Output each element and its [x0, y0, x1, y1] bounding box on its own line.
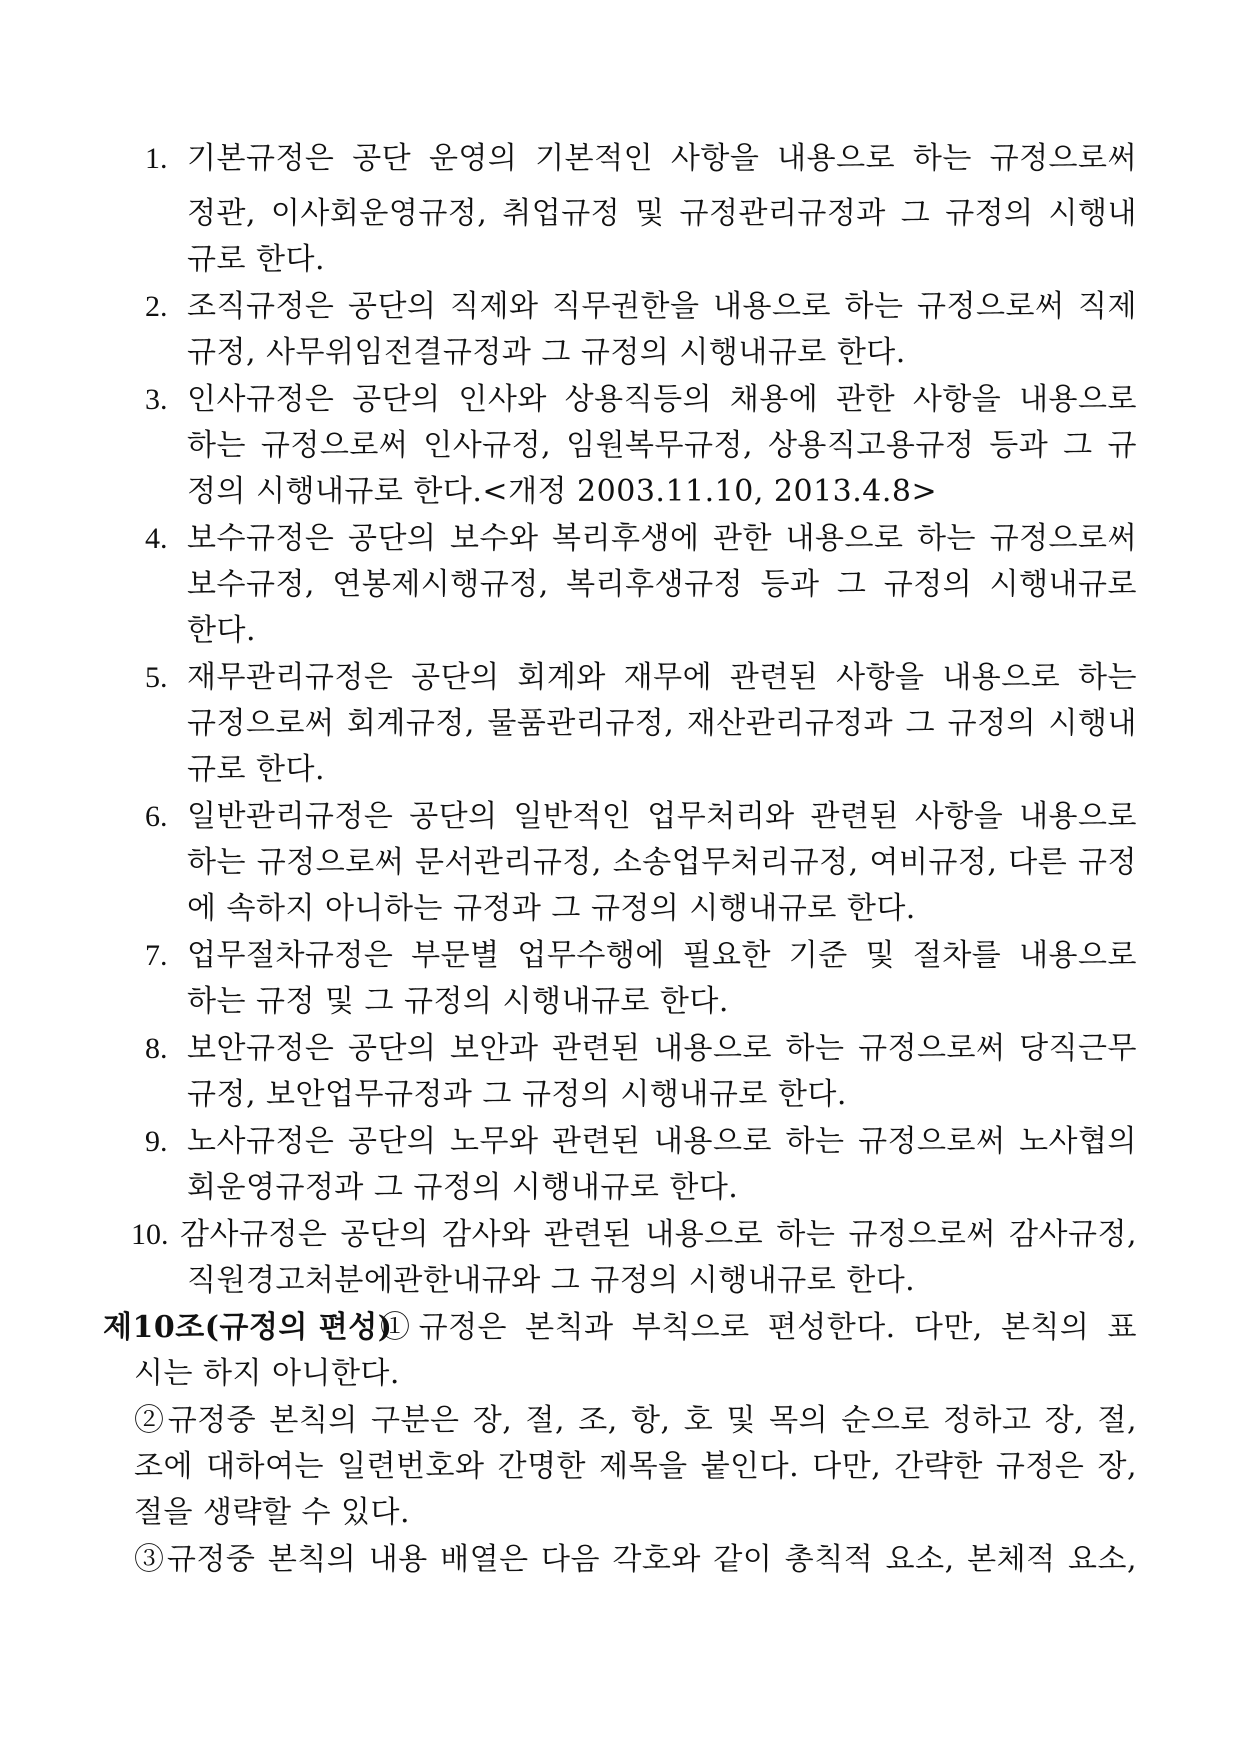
item-line: 감사규정은 공단의 감사와 관련된 내용으로 하는 규정으로써 감사규정, — [180, 1217, 1137, 1252]
article-paragraph-1-line: 시는 하지 아니한다. — [134, 1356, 400, 1391]
item-line: 기본규정은 공단 운영의 기본적인 사항을 내용으로 하는 규정으로써 — [187, 141, 1137, 176]
item-line: 재무관리규정은 공단의 회계와 재무에 관련된 사항을 내용으로 하는 — [187, 660, 1137, 695]
article-paragraph-3-line: ③규정중 본칙의 내용 배열은 다음 각호와 같이 총칙적 요소, 본체적 요소, — [134, 1542, 1137, 1577]
item-number: 10. — [131, 1218, 169, 1251]
item-line: 규정, 보안업무규정과 그 규정의 시행내규로 한다. — [187, 1077, 847, 1112]
item-line: 하는 규정으로써 인사규정, 임원복무규정, 상용직고용규정 등과 그 규 — [187, 428, 1137, 463]
item-line: 직원경고처분에관한내규와 그 규정의 시행내규로 한다. — [187, 1263, 916, 1298]
item-line: 업무절차규정은 부문별 업무수행에 필요한 기준 및 절차를 내용으로 — [187, 938, 1137, 973]
item-number: 2. — [145, 290, 168, 323]
item-line: 규정으로써 회계규정, 물품관리규정, 재산관리규정과 그 규정의 시행내 — [187, 706, 1137, 741]
item-line: 조직규정은 공단의 직제와 직무권한을 내용으로 하는 규정으로써 직제 — [187, 289, 1137, 324]
article-paragraph-1-line: ①규정은 본칙과 부칙으로 편성한다. 다만, 본칙의 표 — [380, 1310, 1137, 1345]
item-number: 3. — [145, 383, 168, 416]
item-line: 정의 시행내규로 한다.<개정 2003.11.10, 2013.4.8> — [187, 474, 938, 509]
item-number: 8. — [145, 1032, 168, 1065]
item-line: 일반관리규정은 공단의 일반적인 업무처리와 관련된 사항을 내용으로 — [187, 799, 1137, 834]
article-paragraph-2-line: 절을 생략할 수 있다. — [134, 1495, 410, 1530]
item-number: 6. — [145, 800, 168, 833]
item-line: 정관, 이사회운영규정, 취업규정 및 규정관리규정과 그 규정의 시행내 — [187, 196, 1137, 231]
item-line: 한다. — [187, 613, 256, 648]
item-number: 7. — [145, 939, 168, 972]
item-line: 노사규정은 공단의 노무와 관련된 내용으로 하는 규정으로써 노사협의 — [187, 1124, 1137, 1159]
item-line: 보안규정은 공단의 보안과 관련된 내용으로 하는 규정으로써 당직근무 — [187, 1031, 1137, 1066]
item-line: 규로 한다. — [187, 242, 325, 277]
item-line: 인사규정은 공단의 인사와 상용직등의 채용에 관한 사항을 내용으로 — [187, 382, 1137, 417]
article-paragraph-2-line: ②규정중 본칙의 구분은 장, 절, 조, 항, 호 및 목의 순으로 정하고 장, 절, — [134, 1403, 1137, 1438]
item-number: 1. — [145, 142, 168, 175]
item-number: 4. — [145, 522, 168, 555]
item-line: 회운영규정과 그 규정의 시행내규로 한다. — [187, 1170, 739, 1205]
item-line: 보수규정은 공단의 보수와 복리후생에 관한 내용으로 하는 규정으로써 — [187, 521, 1137, 556]
item-line: 하는 규정 및 그 규정의 시행내규로 한다. — [187, 984, 729, 1019]
item-line: 규로 한다. — [187, 752, 325, 787]
item-line: 보수규정, 연봉제시행규정, 복리후생규정 등과 그 규정의 시행내규로 — [187, 567, 1137, 602]
item-number: 5. — [145, 661, 168, 694]
article-paragraph-2-line: 조에 대하여는 일련번호와 간명한 제목을 붙인다. 다만, 간략한 규정은 장, — [134, 1449, 1137, 1484]
item-number: 9. — [145, 1125, 168, 1158]
item-line: 에 속하지 아니하는 규정과 그 규정의 시행내규로 한다. — [187, 891, 916, 926]
item-line: 규정, 사무위임전결규정과 그 규정의 시행내규로 한다. — [187, 335, 906, 370]
item-line: 하는 규정으로써 문서관리규정, 소송업무처리규정, 여비규정, 다른 규정 — [187, 845, 1137, 880]
article-heading: 제10조(규정의 편성) — [103, 1310, 393, 1345]
